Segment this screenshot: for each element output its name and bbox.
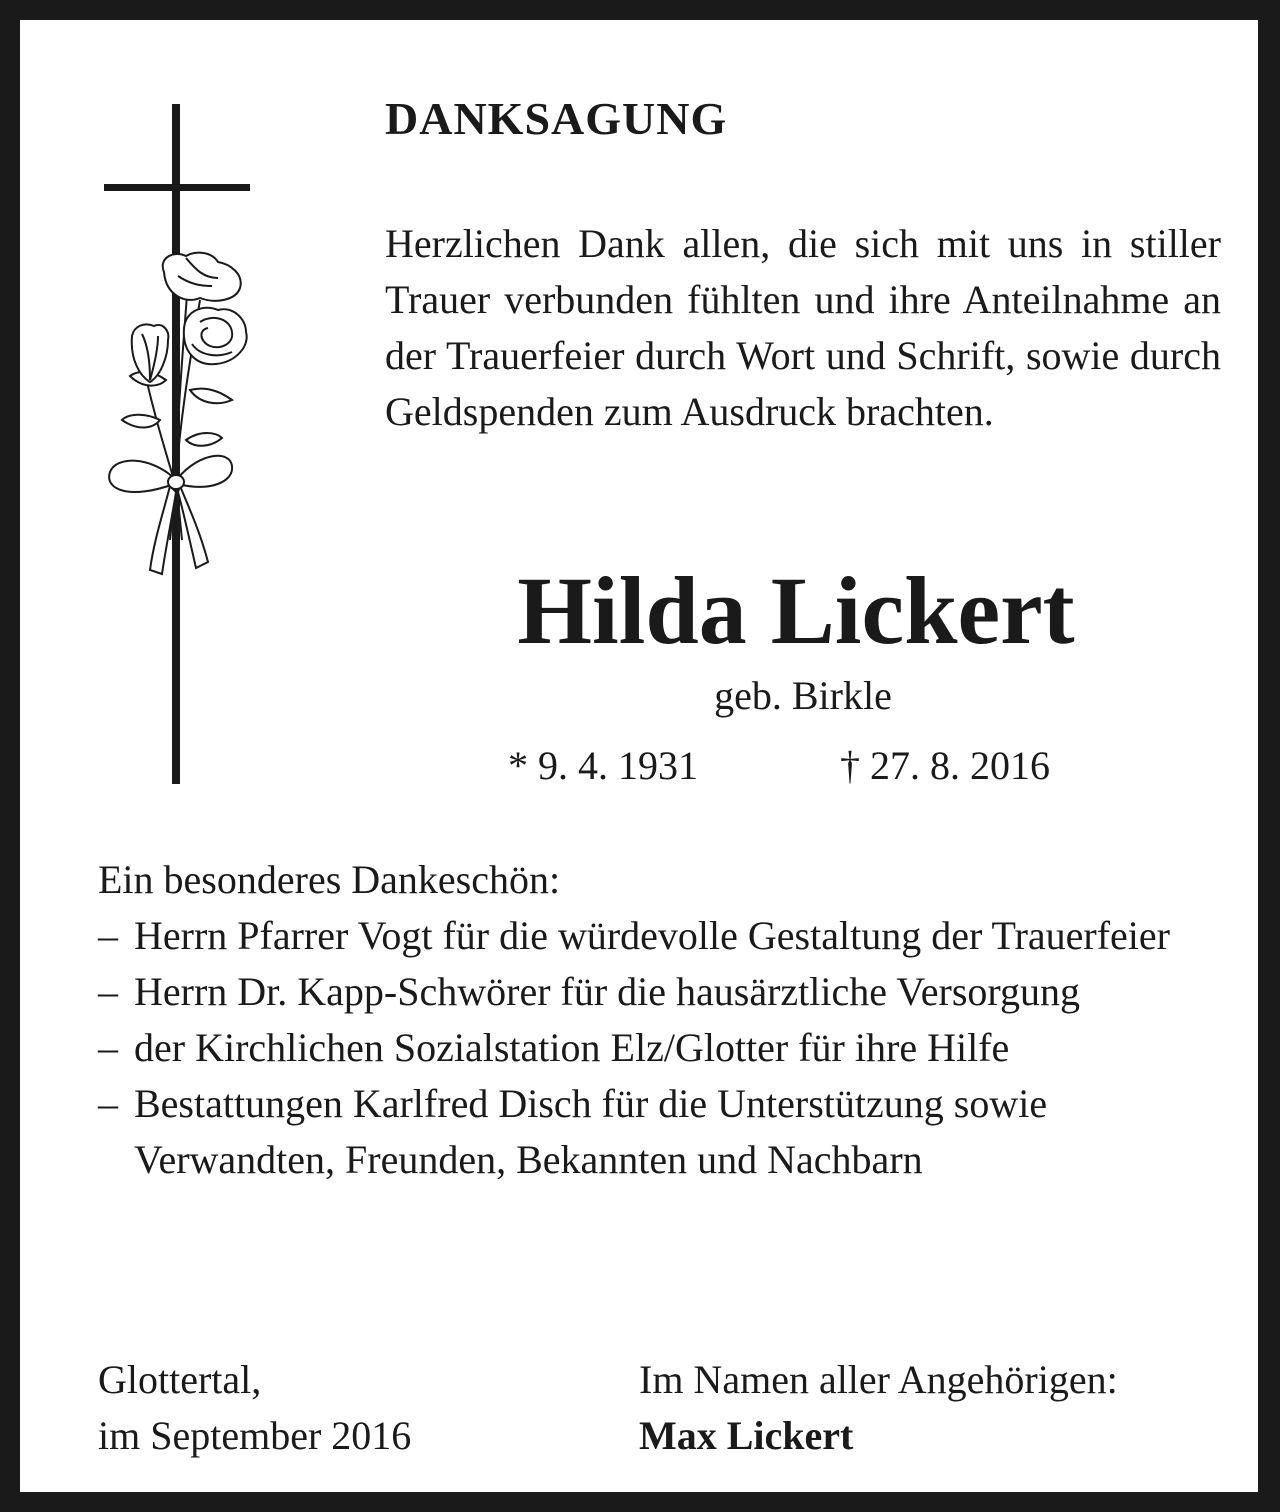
page-title: DANKSAGUNG: [385, 93, 728, 144]
list-item: [98, 908, 1238, 964]
signer-name: Max Lickert: [639, 1413, 854, 1458]
dash-bullet: –: [98, 1081, 118, 1126]
list-item-text: Herrn Dr. Kapp-Schwörer für die hausärztliche Versorgung: [134, 969, 1080, 1014]
list-item-text: Herrn Pfarrer Vogt für die würdevolle Gestaltung der Trauerfeier: [134, 913, 1170, 958]
list-item: [98, 964, 1238, 1020]
thanks-list: [98, 908, 1238, 1188]
list-item: [98, 1076, 1238, 1188]
deceased-block: [385, 556, 1221, 722]
birth-date: * 9. 4. 1931: [508, 743, 698, 788]
death-date: † 27. 8. 2016: [840, 743, 1050, 788]
footer-place-date: [98, 1352, 411, 1464]
dash-bullet: –: [98, 913, 118, 958]
footer-date: im September 2016: [98, 1413, 412, 1458]
obituary-card: [20, 20, 1258, 1492]
footer-place: Glottertal,: [98, 1357, 262, 1402]
cross-with-roses-icon: [100, 100, 256, 790]
thanks-intro: Ein besonderes Dankeschön:: [98, 857, 561, 902]
list-item: [98, 1020, 1238, 1076]
list-item-text: der Kirchlichen Sozialstation Elz/Glotter für ihre Hilfe: [134, 1025, 1010, 1070]
dash-bullet: –: [98, 1025, 118, 1070]
deceased-name: Hilda Lickert: [517, 557, 1075, 664]
maiden-name: geb. Birkle: [714, 673, 892, 718]
thanks-section: [98, 852, 1238, 1188]
on-behalf-text: Im Namen aller Angehörigen:: [639, 1357, 1118, 1402]
footer-signature: [639, 1352, 1118, 1464]
dash-bullet: –: [98, 969, 118, 1014]
list-item-text: Bestattungen Karlfred Disch für die Unterstützung sowie Verwandten, Freunden, Bekannten und Nachbarn: [134, 1081, 1048, 1182]
intro-paragraph: Herzlichen Dank allen, die sich mit uns in stiller Trauer verbunden fühlten und ihre Anteilnahme an der Trauerfeier durch Wort und Schrift, sowie durch Geldspenden zum Ausdruck brachten.: [385, 221, 1221, 434]
